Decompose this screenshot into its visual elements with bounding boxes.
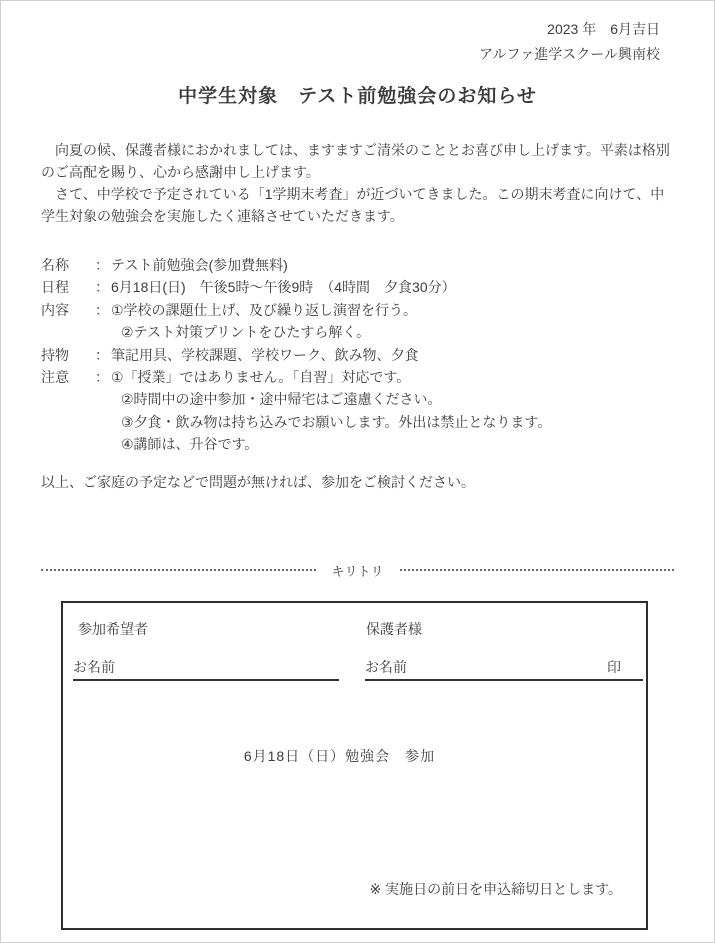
detail-indent (41, 388, 121, 410)
detail-value: ①「授業」ではありません。「自習」対応です。 (111, 369, 411, 386)
detail-separator: ： (95, 279, 109, 296)
closing-sentence: 以上、ご家庭の予定などで問題が無ければ、参加をご検討ください。 (41, 473, 475, 490)
detail-separator: ： (95, 301, 109, 318)
detail-separator: ： (95, 257, 109, 273)
detail-label: 日程 (41, 279, 69, 296)
reply-form-box (61, 601, 648, 930)
detail-row-notes-cont-3 (41, 411, 674, 433)
cut-line-dots-right (400, 569, 675, 571)
deadline-note: ※ 実施日の前日を申込締切日とします。 (369, 880, 622, 897)
document-header (41, 17, 674, 67)
guardian-name-label: お名前 (365, 658, 407, 675)
detail-label: 内容 (41, 301, 69, 318)
seal-mark: 印 (607, 658, 621, 675)
detail-value: ②時間中の途中参加・途中帰宅はご遠慮ください。 (121, 391, 442, 408)
school-name: アルファ進学スクール興南校 (479, 46, 660, 62)
issue-date: 2023 年 6月吉日 (547, 21, 660, 37)
cut-line-label: キリトリ (331, 563, 384, 579)
detail-indent (41, 411, 121, 433)
detail-row-contents-cont (41, 321, 674, 343)
detail-indent (41, 433, 121, 455)
detail-indent (41, 321, 121, 343)
detail-value: 6月18日(日) 午後5時～午後9時 （4時間 夕食30分） (111, 279, 456, 296)
detail-label: 注意 (41, 369, 69, 386)
detail-row-contents (41, 299, 674, 321)
detail-separator: ： (95, 369, 109, 386)
cut-line (41, 561, 674, 580)
detail-label: 名称 (41, 257, 69, 273)
detail-value: ③夕食・飲み物は持ち込みでお願いします。外出は禁止となります。 (121, 413, 552, 430)
page-title: 中学生対象 テスト前勉強会のお知らせ (178, 86, 537, 107)
detail-row-notes (41, 366, 674, 388)
details-section (41, 254, 674, 456)
cut-line-dots-left (41, 569, 316, 571)
detail-row-name (41, 254, 674, 276)
detail-value: ④講師は、升谷です。 (121, 436, 259, 453)
detail-value: ②テスト対策プリントをひたすら解く。 (121, 324, 371, 341)
event-participation-line: 6月18日（日）勉強会 参加 (243, 747, 436, 764)
detail-row-belongings (41, 344, 674, 366)
detail-value: 筆記用具、学校課題、学校ワーク、飲み物、夕食 (111, 346, 419, 363)
guardian-name-field[interactable] (365, 655, 643, 681)
detail-value: テスト前勉強会(参加費無料) (111, 257, 288, 273)
greeting-paragraph-2: さて、中学校で予定されている「1学期末考査」が近づいてきました。この期末考査に向けて、中学生対象の勉強会を実施したく連絡させていただきます。 (41, 186, 665, 224)
detail-value: ①学校の課題仕上げ、及び繰り返し演習を行う。 (111, 301, 417, 318)
participant-heading: 参加希望者 (78, 620, 148, 637)
detail-label: 持物 (41, 346, 69, 363)
participant-name-field[interactable] (73, 655, 339, 681)
guardian-heading: 保護者様 (366, 620, 422, 637)
greeting-paragraph-1: 向夏の候、保護者様におかれましては、ますますご清栄のこととお喜び申し上げます。平素は格別のご高配を賜り、心から感謝申し上げます。 (41, 142, 670, 180)
detail-row-notes-cont-2 (41, 388, 674, 410)
greeting-section (41, 139, 674, 227)
detail-row-notes-cont-4 (41, 433, 674, 455)
participant-name-label: お名前 (73, 658, 115, 675)
detail-row-schedule (41, 276, 674, 298)
detail-separator: ： (95, 346, 109, 363)
